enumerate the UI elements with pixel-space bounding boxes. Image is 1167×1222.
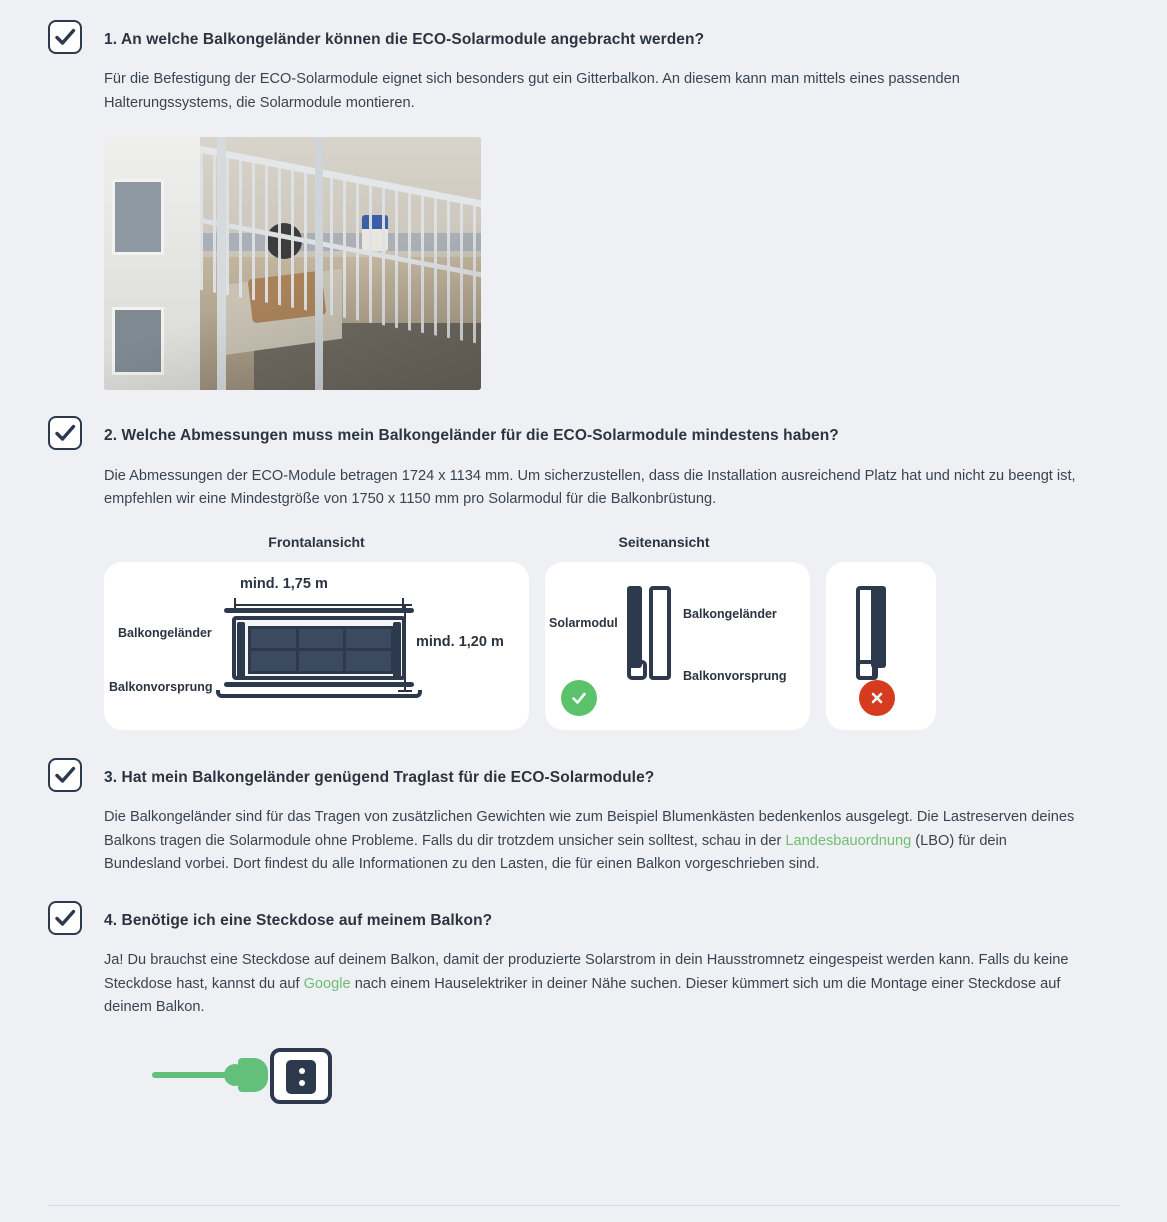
faq-answer-part2: nach einem Hauselektriker in deiner Nähe suchen. Dieser kümmert sich um die Montage einer Steckdose auf deinem Balkon.: [104, 975, 1061, 1016]
solar-module-front: [232, 616, 406, 680]
google-link[interactable]: Google: [303, 975, 351, 992]
faq-item-2: [48, 390, 1119, 733]
checkbox-checked-icon: [48, 758, 82, 792]
faq-question: 3. Hat mein Balkongeländer genügend Traglast für die ECO-Solarmodule?: [104, 768, 655, 786]
diagram-title-front: Frontalansicht: [268, 533, 365, 550]
side-view-card-incorrect: [826, 562, 936, 730]
side-label-railing: Balkongeländer: [683, 606, 777, 621]
faq-answer: [104, 806, 1079, 877]
cross-icon: [859, 680, 895, 716]
checkbox-checked-icon: [48, 20, 82, 54]
side-label-ledge: Balkonvorsprung: [683, 668, 787, 683]
balcony-photo: [104, 137, 1119, 390]
check-icon: [561, 680, 597, 716]
faq-item-4: [48, 877, 1119, 1020]
faq-question: 1. An welche Balkongeländer können die ECO-Solarmodule angebracht werden?: [104, 31, 705, 48]
front-width-label: mind. 1,75 m: [240, 575, 328, 592]
checkbox-checked-icon: [48, 416, 82, 450]
power-socket-icon: [270, 1048, 332, 1104]
railing-bottom-bar: [224, 682, 414, 687]
footer-divider: [48, 1205, 1119, 1206]
faq-answer-part2: (LBO) für dein Bundesland vorbei. Dort findest du alle Informationen zu den Lasten, die für einen Balkon vorgeschrieben sind.: [104, 832, 1007, 873]
solar-module-side: [627, 586, 642, 668]
power-cable-icon: [152, 1072, 228, 1078]
landesbauordnung-link[interactable]: Landesbauordnung: [785, 832, 912, 849]
faq-item-3: [48, 734, 1119, 877]
side-view-card-correct: [545, 562, 810, 730]
faq-question: 4. Benötige ich eine Steckdose auf meinem Balkon?: [104, 911, 493, 929]
checkbox-checked-icon: [48, 901, 82, 935]
diagram-title-side: Seitenansicht: [618, 533, 710, 550]
faq-answer: [104, 949, 1079, 1020]
dimension-diagram: [104, 534, 1119, 734]
faq-answer: Die Abmessungen der ECO-Module betragen 1724 x 1134 mm. Um sicherzustellen, dass die Installation ausreichend Platz hat und nicht zu beengt ist, empfehlen wir eine Mindestgröße von 1750 x 1150 mm pro Solarmodul für die Balkonbrüstung.: [104, 467, 1076, 508]
faq-answer: Für die Befestigung der ECO-Solarmodule eignet sich besonders gut ein Gitterbalkon. An diesem kann man mittels eines passenden Halterungssystems, die Solarmodule montieren.: [104, 71, 960, 111]
front-width-dimension-line: [234, 604, 404, 606]
faq-item-1: [48, 0, 1119, 390]
power-plug-icon: [238, 1058, 268, 1092]
faq-answer-part1: Die Balkongeländer sind für das Tragen von zusätzlichen Gewichten wie zum Beispiel Blumenkästen bedenkenlos ausgelegt. Die Lastreserven deines Balkons tragen die Solarmodule ohne Probleme. Falls du dir trotzdem unsicher sein solltest, schau in der: [104, 808, 1075, 849]
faq-answer-part1: Ja! Du brauchst eine Steckdose auf deinem Balkon, damit der produzierte Solarstrom in dein Hausstromnetz eingespeist werden kann. Falls du keine Steckdose hast, kannst du auf: [104, 952, 1069, 992]
balcony-ledge-side-bad: [856, 660, 876, 680]
front-height-label: mind. 1,20 m: [416, 633, 504, 650]
side-label-module: Solarmodul: [549, 615, 618, 630]
front-view-card: [104, 562, 529, 730]
power-socket-illustration: [48, 1044, 1119, 1106]
balcony-ledge-side: [627, 660, 647, 680]
front-label-railing: Balkongeländer: [118, 625, 212, 640]
balcony-photo-image: [104, 137, 481, 390]
balcony-ledge-front: [216, 690, 422, 698]
front-label-ledge: Balkonvorsprung: [109, 679, 213, 694]
faq-question: 2. Welche Abmessungen muss mein Balkongeländer für die ECO-Solarmodule mindestens haben?: [104, 427, 839, 445]
railing-top-bar: [224, 608, 414, 613]
railing-side: [649, 586, 671, 680]
